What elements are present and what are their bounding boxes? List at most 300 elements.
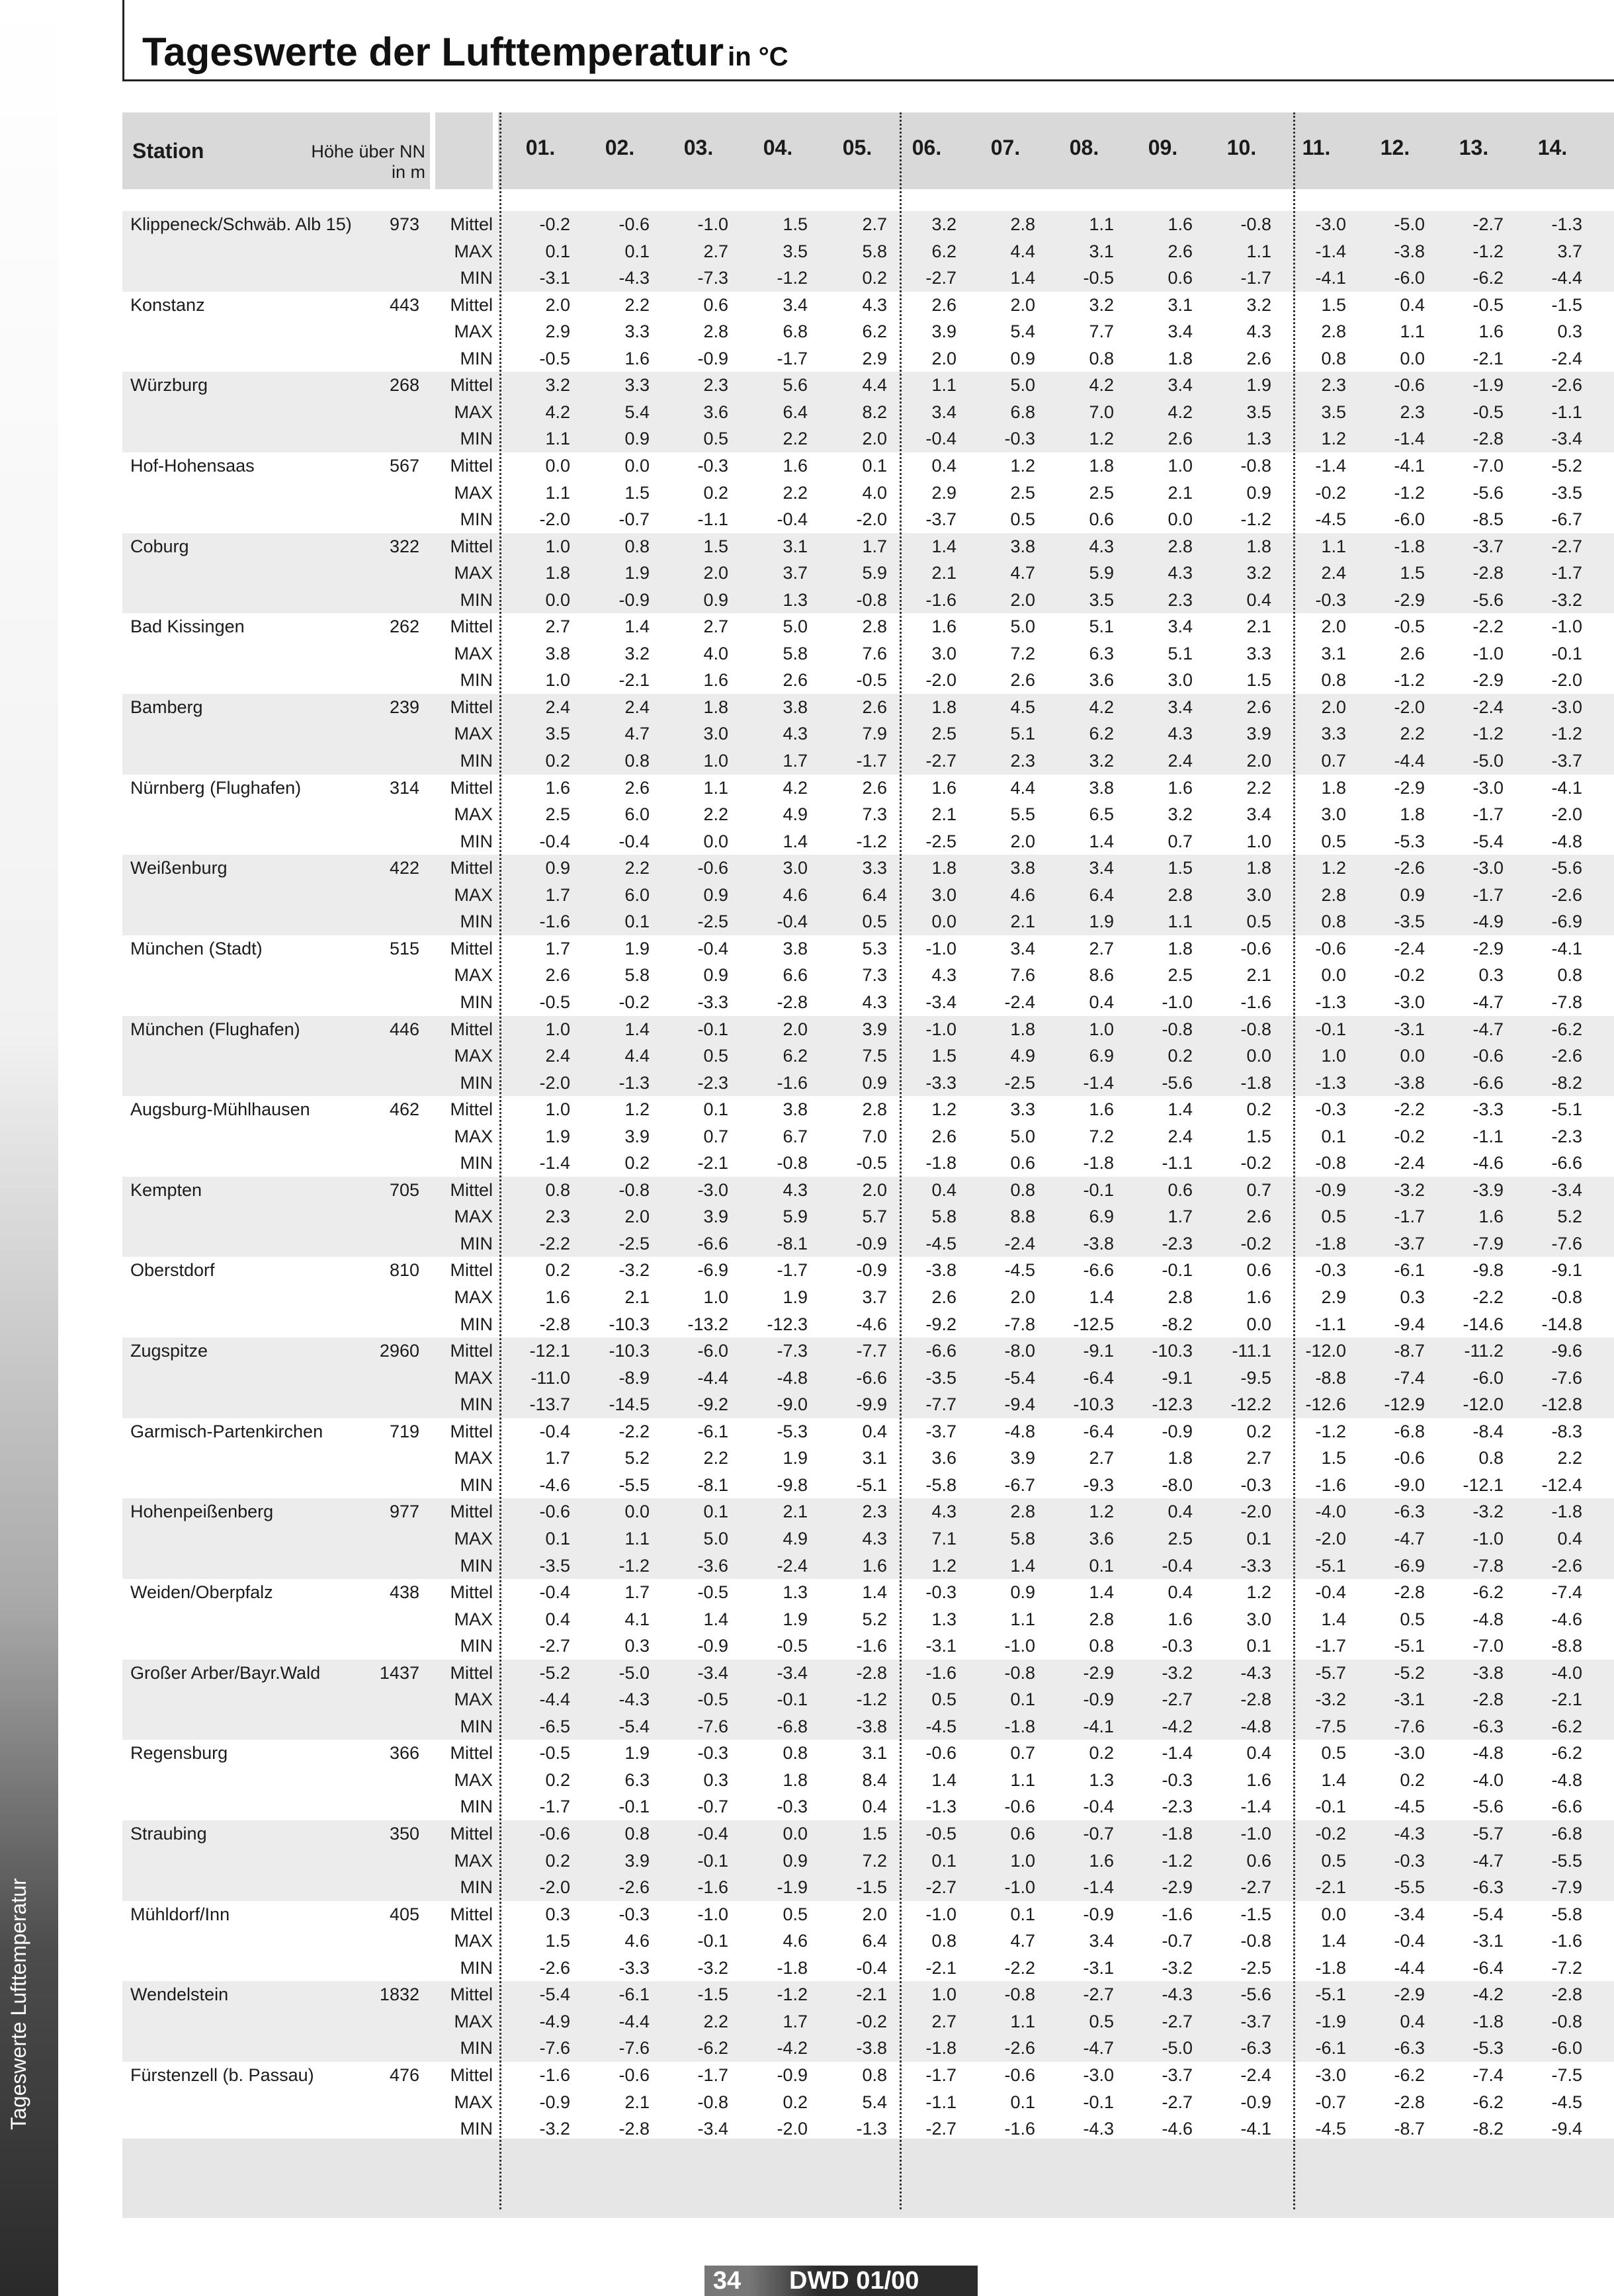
temperature-cell: 0.2 xyxy=(545,1260,570,1281)
temperature-cell: 2.0 xyxy=(1321,617,1346,637)
temperature-cell: 3.3 xyxy=(1246,643,1271,663)
temperature-cell: 0.2 xyxy=(1168,1046,1193,1066)
temperature-cell: 1.3 xyxy=(783,1582,808,1603)
temperature-cell: 1.6 xyxy=(1168,777,1193,798)
temperature-cell: 1.5 xyxy=(862,1824,887,1844)
temperature-cell: 2.4 xyxy=(1168,751,1193,771)
temperature-cell: -0.8 xyxy=(618,1179,650,1200)
temperature-cell: -1.7 xyxy=(539,1797,570,1817)
temperature-cell: -0.8 xyxy=(1004,1662,1035,1683)
station-height: 350 xyxy=(389,1824,419,1844)
temperature-cell: -3.3 xyxy=(1240,1555,1271,1576)
temperature-cell: -4.4 xyxy=(1551,268,1582,288)
temperature-cell: -2.6 xyxy=(539,1957,570,1978)
temperature-cell: 2.0 xyxy=(1010,1287,1035,1307)
temperature-cell: -2.4 xyxy=(1472,697,1504,717)
temperature-cell: -2.0 xyxy=(856,509,887,530)
temperature-cell: -2.1 xyxy=(1472,348,1504,368)
temperature-cell: 4.9 xyxy=(1010,1046,1035,1066)
row-label: Mittel xyxy=(450,1099,493,1120)
temperature-cell: 4.2 xyxy=(783,777,808,798)
temperature-cell: 2.8 xyxy=(1168,1287,1193,1307)
temperature-cell: -2.8 xyxy=(1551,1984,1582,2005)
temperature-cell: -1.0 xyxy=(1004,1877,1035,1898)
temperature-cell: -8.2 xyxy=(1551,1072,1582,1093)
temperature-cell: 3.2 xyxy=(1168,804,1193,825)
temperature-cell: 3.7 xyxy=(862,1287,887,1307)
temperature-cell: 1.5 xyxy=(545,1931,570,1951)
temperature-cell: -1.8 xyxy=(1551,1502,1582,1522)
temperature-cell: 1.5 xyxy=(1168,858,1193,878)
row-label: MIN xyxy=(460,1957,493,1978)
temperature-cell: -11.1 xyxy=(1232,1341,1271,1361)
row-label: Mittel xyxy=(450,2064,493,2085)
temperature-cell: -3.2 xyxy=(1551,589,1582,610)
temperature-cell: -2.1 xyxy=(618,670,650,691)
temperature-cell: -2.6 xyxy=(618,1877,650,1898)
temperature-cell: 1.4 xyxy=(1010,268,1035,288)
temperature-cell: 3.3 xyxy=(862,858,887,878)
temperature-cell: -0.1 xyxy=(618,1797,650,1817)
temperature-cell: 1.9 xyxy=(783,1287,808,1307)
temperature-cell: -0.4 xyxy=(777,912,808,932)
temperature-cell: 4.4 xyxy=(1010,241,1035,261)
temperature-cell: -2.1 xyxy=(1551,1689,1582,1710)
temperature-cell: 2.7 xyxy=(1089,938,1114,958)
header-separator xyxy=(430,112,435,189)
temperature-cell: 1.8 xyxy=(931,858,956,878)
header-day: 14. xyxy=(1537,136,1568,159)
temperature-cell: 2.0 xyxy=(1321,697,1346,717)
temperature-cell: -5.1 xyxy=(1315,1984,1346,2005)
temperature-cell: -2.2 xyxy=(618,1421,650,1441)
temperature-cell: -6.3 xyxy=(1394,1502,1425,1522)
temperature-cell: 1.5 xyxy=(1321,1448,1346,1468)
temperature-cell: 1.1 xyxy=(545,429,570,449)
temperature-cell: 0.9 xyxy=(624,429,650,449)
temperature-cell: -3.2 xyxy=(1315,1689,1346,1710)
temperature-cell: -6.1 xyxy=(1394,1260,1425,1281)
temperature-cell: 2.0 xyxy=(931,348,956,368)
temperature-cell: -0.8 xyxy=(1162,1019,1193,1039)
temperature-cell: 2.6 xyxy=(1246,1207,1271,1227)
header-day: 04. xyxy=(763,136,793,159)
temperature-cell: -6.4 xyxy=(1083,1367,1114,1388)
temperature-cell: -0.3 xyxy=(1394,1850,1425,1871)
row-label: MAX xyxy=(454,1126,493,1146)
temperature-cell: 1.8 xyxy=(1246,536,1271,556)
temperature-cell: -4.8 xyxy=(1551,1769,1582,1790)
temperature-cell: 2.6 xyxy=(1246,697,1271,717)
temperature-cell: -1.7 xyxy=(777,1260,808,1281)
temperature-cell: 8.6 xyxy=(1089,965,1114,986)
temperature-cell: 1.7 xyxy=(624,1582,650,1603)
temperature-cell: 0.1 xyxy=(545,1528,570,1549)
temperature-cell: 4.3 xyxy=(1246,321,1271,342)
temperature-cell: -3.2 xyxy=(1162,1957,1193,1978)
temperature-cell: -9.9 xyxy=(856,1394,887,1415)
temperature-cell: -5.3 xyxy=(1472,2038,1504,2059)
temperature-cell: -0.4 xyxy=(1315,1582,1346,1603)
temperature-cell: -3.0 xyxy=(1472,858,1504,878)
temperature-cell: 3.4 xyxy=(931,402,956,422)
temperature-cell: 0.2 xyxy=(545,1769,570,1790)
temperature-cell: 3.1 xyxy=(862,1743,887,1764)
temperature-cell: -6.0 xyxy=(1551,2038,1582,2059)
temperature-cell: -0.3 xyxy=(697,1743,728,1764)
temperature-cell: -0.5 xyxy=(539,1743,570,1764)
temperature-cell: 0.5 xyxy=(703,1046,728,1066)
temperature-cell: 2.8 xyxy=(1168,536,1193,556)
temperature-cell: 7.3 xyxy=(862,804,887,825)
temperature-cell: 3.4 xyxy=(1089,1931,1114,1951)
temperature-cell: -0.9 xyxy=(1162,1421,1193,1441)
temperature-cell: 0.0 xyxy=(783,1824,808,1844)
temperature-cell: 0.3 xyxy=(1400,1287,1425,1307)
temperature-cell: 2.3 xyxy=(1400,402,1425,422)
temperature-cell: 4.6 xyxy=(624,1931,650,1951)
temperature-cell: -1.2 xyxy=(1551,724,1582,744)
temperature-cell: -0.4 xyxy=(777,509,808,530)
temperature-cell: 5.6 xyxy=(783,375,808,396)
temperature-cell: 3.8 xyxy=(545,643,570,663)
temperature-cell: -1.6 xyxy=(1551,1931,1582,1951)
temperature-cell: -3.4 xyxy=(697,1662,728,1683)
temperature-cell: -0.1 xyxy=(1315,1797,1346,1817)
row-label: Mittel xyxy=(450,1662,493,1683)
temperature-cell: 0.8 xyxy=(624,751,650,771)
temperature-cell: 0.9 xyxy=(862,1072,887,1093)
temperature-cell: -5.5 xyxy=(1551,1850,1582,1871)
row-label: Mittel xyxy=(450,617,493,637)
temperature-cell: -2.7 xyxy=(1240,1877,1271,1898)
station-name: Klippeneck/Schwäb. Alb 15) xyxy=(130,214,352,234)
temperature-cell: 2.5 xyxy=(1089,482,1114,503)
temperature-cell: 1.4 xyxy=(1089,1582,1114,1603)
row-label: Mittel xyxy=(450,1019,493,1039)
temperature-cell: -3.1 xyxy=(1083,1957,1114,1978)
station-height: 1437 xyxy=(379,1662,419,1683)
temperature-cell: -2.6 xyxy=(1551,375,1582,396)
temperature-cell: 5.9 xyxy=(862,563,887,583)
temperature-cell: 0.4 xyxy=(1168,1582,1193,1603)
temperature-cell: 2.1 xyxy=(1010,912,1035,932)
table-header xyxy=(122,112,1614,189)
temperature-cell: -0.4 xyxy=(539,1421,570,1441)
temperature-cell: 0.0 xyxy=(931,912,956,932)
temperature-cell: 3.2 xyxy=(1246,294,1271,315)
temperature-cell: -0.2 xyxy=(539,214,570,234)
temperature-cell: 4.7 xyxy=(1010,1931,1035,1951)
temperature-cell: 1.0 xyxy=(703,1287,728,1307)
temperature-cell: 3.5 xyxy=(545,724,570,744)
temperature-cell: -4.5 xyxy=(1315,2119,1346,2139)
temperature-cell: 4.3 xyxy=(1168,724,1193,744)
temperature-cell: -9.8 xyxy=(1472,1260,1504,1281)
temperature-cell: -1.3 xyxy=(925,1797,956,1817)
temperature-cell: 2.5 xyxy=(1168,965,1193,986)
temperature-cell: 0.9 xyxy=(1010,348,1035,368)
temperature-cell: -0.2 xyxy=(1315,482,1346,503)
temperature-cell: -4.5 xyxy=(925,1233,956,1254)
temperature-cell: -0.6 xyxy=(1315,938,1346,958)
temperature-cell: -10.3 xyxy=(609,1314,650,1334)
station-height: 438 xyxy=(389,1582,419,1603)
temperature-cell: 2.0 xyxy=(1010,589,1035,610)
temperature-cell: 2.6 xyxy=(1246,348,1271,368)
temperature-cell: -1.7 xyxy=(1472,804,1504,825)
temperature-cell: -0.6 xyxy=(1240,938,1271,958)
temperature-cell: 7.2 xyxy=(1089,1126,1114,1146)
temperature-cell: -3.1 xyxy=(1394,1689,1425,1710)
temperature-cell: 1.2 xyxy=(624,1099,650,1120)
station-height: 314 xyxy=(389,777,419,798)
temperature-cell: 0.8 xyxy=(1089,1636,1114,1656)
temperature-cell: -1.8 xyxy=(1240,1072,1271,1093)
temperature-cell: 0.4 xyxy=(1246,589,1271,610)
temperature-cell: -3.6 xyxy=(697,1555,728,1576)
temperature-cell: 5.2 xyxy=(862,1609,887,1629)
temperature-cell: 3.5 xyxy=(1321,402,1346,422)
temperature-cell: 1.9 xyxy=(624,1743,650,1764)
temperature-cell: 2.7 xyxy=(1246,1448,1271,1468)
temperature-cell: 2.1 xyxy=(624,2092,650,2112)
temperature-cell: -0.3 xyxy=(1315,1099,1346,1120)
station-height: 977 xyxy=(389,1502,419,1522)
temperature-cell: 3.5 xyxy=(783,241,808,261)
temperature-cell: 3.4 xyxy=(1168,321,1193,342)
temperature-cell: -4.3 xyxy=(1162,1984,1193,2005)
temperature-cell: -5.1 xyxy=(856,1474,887,1495)
temperature-cell: 7.6 xyxy=(862,643,887,663)
temperature-cell: 1.8 xyxy=(545,563,570,583)
row-label: Mittel xyxy=(450,1984,493,2005)
temperature-cell: 4.3 xyxy=(783,1179,808,1200)
temperature-cell: 6.2 xyxy=(783,1046,808,1066)
temperature-cell: 1.8 xyxy=(1168,1448,1193,1468)
temperature-cell: -4.8 xyxy=(1004,1421,1035,1441)
temperature-cell: 4.3 xyxy=(862,992,887,1012)
temperature-cell: 3.9 xyxy=(1246,724,1271,744)
temperature-cell: 0.4 xyxy=(862,1421,887,1441)
temperature-cell: -3.1 xyxy=(1472,1931,1504,1951)
station-height: 443 xyxy=(389,294,419,315)
temperature-cell: -0.3 xyxy=(925,1582,956,1603)
temperature-cell: 2.0 xyxy=(1010,294,1035,315)
temperature-cell: 5.4 xyxy=(624,402,650,422)
temperature-cell: -0.9 xyxy=(697,1636,728,1656)
row-label: MIN xyxy=(460,992,493,1012)
temperature-cell: -7.9 xyxy=(1551,1877,1582,1898)
temperature-cell: 1.9 xyxy=(624,938,650,958)
header-day: 10. xyxy=(1226,136,1257,159)
temperature-cell: 0.8 xyxy=(1010,1179,1035,1200)
temperature-cell: -9.6 xyxy=(1551,1341,1582,1361)
temperature-cell: -8.9 xyxy=(618,1367,650,1388)
temperature-cell: 0.0 xyxy=(1168,509,1193,530)
temperature-cell: -7.8 xyxy=(1551,992,1582,1012)
temperature-cell: -5.2 xyxy=(1394,1662,1425,1683)
temperature-cell: 3.2 xyxy=(931,214,956,234)
temperature-cell: 1.6 xyxy=(931,777,956,798)
temperature-cell: -0.9 xyxy=(618,589,650,610)
temperature-cell: 4.3 xyxy=(1089,536,1114,556)
row-label: MIN xyxy=(460,2119,493,2139)
temperature-cell: 0.0 xyxy=(624,1502,650,1522)
temperature-cell: -3.7 xyxy=(1394,1233,1425,1254)
page-title xyxy=(142,29,788,75)
temperature-cell: 1.2 xyxy=(931,1099,956,1120)
temperature-cell: 1.4 xyxy=(624,617,650,637)
temperature-cell: -2.6 xyxy=(1551,1555,1582,1576)
station-name: Mühldorf/Inn xyxy=(130,1904,230,1924)
temperature-cell: -5.7 xyxy=(1472,1824,1504,1844)
temperature-cell: -2.4 xyxy=(1240,2064,1271,2085)
row-label: MIN xyxy=(460,1877,493,1898)
temperature-cell: -1.5 xyxy=(697,1984,728,2005)
temperature-cell: 0.9 xyxy=(703,965,728,986)
temperature-cell: 0.6 xyxy=(1168,1179,1193,1200)
temperature-cell: -5.3 xyxy=(777,1421,808,1441)
temperature-cell: 1.8 xyxy=(1168,348,1193,368)
header-day: 05. xyxy=(842,136,872,159)
row-label: Mittel xyxy=(450,938,493,958)
row-label: MIN xyxy=(460,1555,493,1576)
temperature-cell: 0.8 xyxy=(783,1743,808,1764)
station-name: Garmisch-Partenkirchen xyxy=(130,1421,323,1441)
temperature-cell: 2.6 xyxy=(783,670,808,691)
temperature-cell: -12.1 xyxy=(529,1341,570,1361)
temperature-cell: 4.0 xyxy=(703,643,728,663)
temperature-cell: -7.8 xyxy=(1004,1314,1035,1334)
station-height: 973 xyxy=(389,214,419,234)
temperature-cell: 1.0 xyxy=(1246,831,1271,851)
temperature-cell: 0.8 xyxy=(624,1824,650,1844)
temperature-cell: -0.5 xyxy=(697,1582,728,1603)
temperature-cell: 8.4 xyxy=(862,1769,887,1790)
sidebar-band xyxy=(0,0,58,2296)
row-label: MAX xyxy=(454,1448,493,1468)
temperature-cell: -6.2 xyxy=(1551,1743,1582,1764)
row-label: MAX xyxy=(454,1287,493,1307)
temperature-cell: 2.9 xyxy=(931,482,956,503)
temperature-cell: -2.4 xyxy=(1004,1233,1035,1254)
temperature-cell: 3.7 xyxy=(783,563,808,583)
temperature-cell: -1.4 xyxy=(1394,429,1425,449)
temperature-cell: -4.8 xyxy=(1551,831,1582,851)
temperature-cell: 1.9 xyxy=(783,1609,808,1629)
temperature-cell: -2.6 xyxy=(1551,1046,1582,1066)
temperature-cell: 1.0 xyxy=(545,536,570,556)
temperature-cell: -4.4 xyxy=(1394,751,1425,771)
row-label: MIN xyxy=(460,1636,493,1656)
temperature-cell: -1.6 xyxy=(1315,1474,1346,1495)
temperature-cell: 0.8 xyxy=(1321,348,1346,368)
temperature-cell: 3.8 xyxy=(1010,536,1035,556)
temperature-cell: -5.4 xyxy=(1472,1904,1504,1924)
temperature-cell: 0.1 xyxy=(931,1850,956,1871)
temperature-cell: 0.1 xyxy=(1010,1904,1035,1924)
temperature-cell: 2.6 xyxy=(862,697,887,717)
temperature-cell: 1.0 xyxy=(703,751,728,771)
row-label: Mittel xyxy=(450,1502,493,1522)
temperature-cell: -3.2 xyxy=(1394,1179,1425,1200)
temperature-cell: -0.2 xyxy=(618,992,650,1012)
temperature-cell: -2.4 xyxy=(1394,1153,1425,1173)
temperature-cell: 3.0 xyxy=(931,884,956,905)
temperature-cell: 0.9 xyxy=(1246,482,1271,503)
temperature-cell: -3.5 xyxy=(1394,912,1425,932)
temperature-cell: 6.8 xyxy=(783,321,808,342)
temperature-cell: -7.6 xyxy=(539,2038,570,2059)
temperature-cell: -9.4 xyxy=(1394,1314,1425,1334)
temperature-cell: 1.8 xyxy=(1168,938,1193,958)
temperature-cell: -3.3 xyxy=(697,992,728,1012)
temperature-cell: 1.5 xyxy=(1246,670,1271,691)
row-label: MIN xyxy=(460,670,493,691)
station-height: 462 xyxy=(389,1099,419,1120)
temperature-cell: 0.6 xyxy=(1010,1824,1035,1844)
temperature-cell: -4.3 xyxy=(618,268,650,288)
temperature-cell: 1.4 xyxy=(624,1019,650,1039)
temperature-cell: 3.8 xyxy=(783,938,808,958)
temperature-cell: -7.7 xyxy=(856,1341,887,1361)
row-label: MAX xyxy=(454,643,493,663)
temperature-cell: -6.8 xyxy=(1394,1421,1425,1441)
row-label: Mittel xyxy=(450,294,493,315)
temperature-cell: -6.2 xyxy=(1394,2064,1425,2085)
row-label: Mittel xyxy=(450,697,493,717)
temperature-cell: 5.0 xyxy=(703,1528,728,1549)
temperature-cell: -3.0 xyxy=(1394,1743,1425,1764)
station-height: 476 xyxy=(389,2064,419,2085)
station-height: 322 xyxy=(389,536,419,556)
page-footer xyxy=(704,2266,936,2296)
temperature-cell: -7.2 xyxy=(1551,1957,1582,1978)
temperature-cell: 2.8 xyxy=(862,1099,887,1120)
temperature-cell: 1.5 xyxy=(624,482,650,503)
temperature-cell: -0.9 xyxy=(1083,1689,1114,1710)
temperature-cell: -0.2 xyxy=(1315,1824,1346,1844)
temperature-cell: 0.0 xyxy=(1321,1904,1346,1924)
temperature-cell: 2.5 xyxy=(1010,482,1035,503)
temperature-cell: -4.0 xyxy=(1315,1502,1346,1522)
temperature-cell: 1.6 xyxy=(1246,1287,1271,1307)
temperature-cell: -0.5 xyxy=(1472,294,1504,315)
temperature-cell: -8.5 xyxy=(1472,509,1504,530)
temperature-cell: 4.3 xyxy=(1168,563,1193,583)
temperature-cell: -1.6 xyxy=(697,1877,728,1898)
row-label: MAX xyxy=(454,1689,493,1710)
temperature-cell: 1.6 xyxy=(1089,1850,1114,1871)
temperature-cell: -4.5 xyxy=(1551,2092,1582,2112)
temperature-cell: -0.2 xyxy=(1240,1153,1271,1173)
temperature-cell: -2.9 xyxy=(1472,670,1504,691)
temperature-cell: -5.6 xyxy=(1472,1797,1504,1817)
temperature-cell: 0.4 xyxy=(545,1609,570,1629)
temperature-cell: 2.6 xyxy=(931,1287,956,1307)
temperature-cell: -3.8 xyxy=(1472,1662,1504,1683)
temperature-cell: 1.0 xyxy=(545,670,570,691)
temperature-cell: 1.6 xyxy=(1478,1207,1504,1227)
temperature-cell: 1.9 xyxy=(545,1126,570,1146)
station-height: 810 xyxy=(389,1260,419,1281)
temperature-cell: -3.0 xyxy=(697,1179,728,1200)
temperature-cell: -0.5 xyxy=(856,1153,887,1173)
temperature-cell: -0.8 xyxy=(1240,455,1271,476)
temperature-cell: -6.0 xyxy=(1472,1367,1504,1388)
temperature-cell: -2.9 xyxy=(1472,938,1504,958)
